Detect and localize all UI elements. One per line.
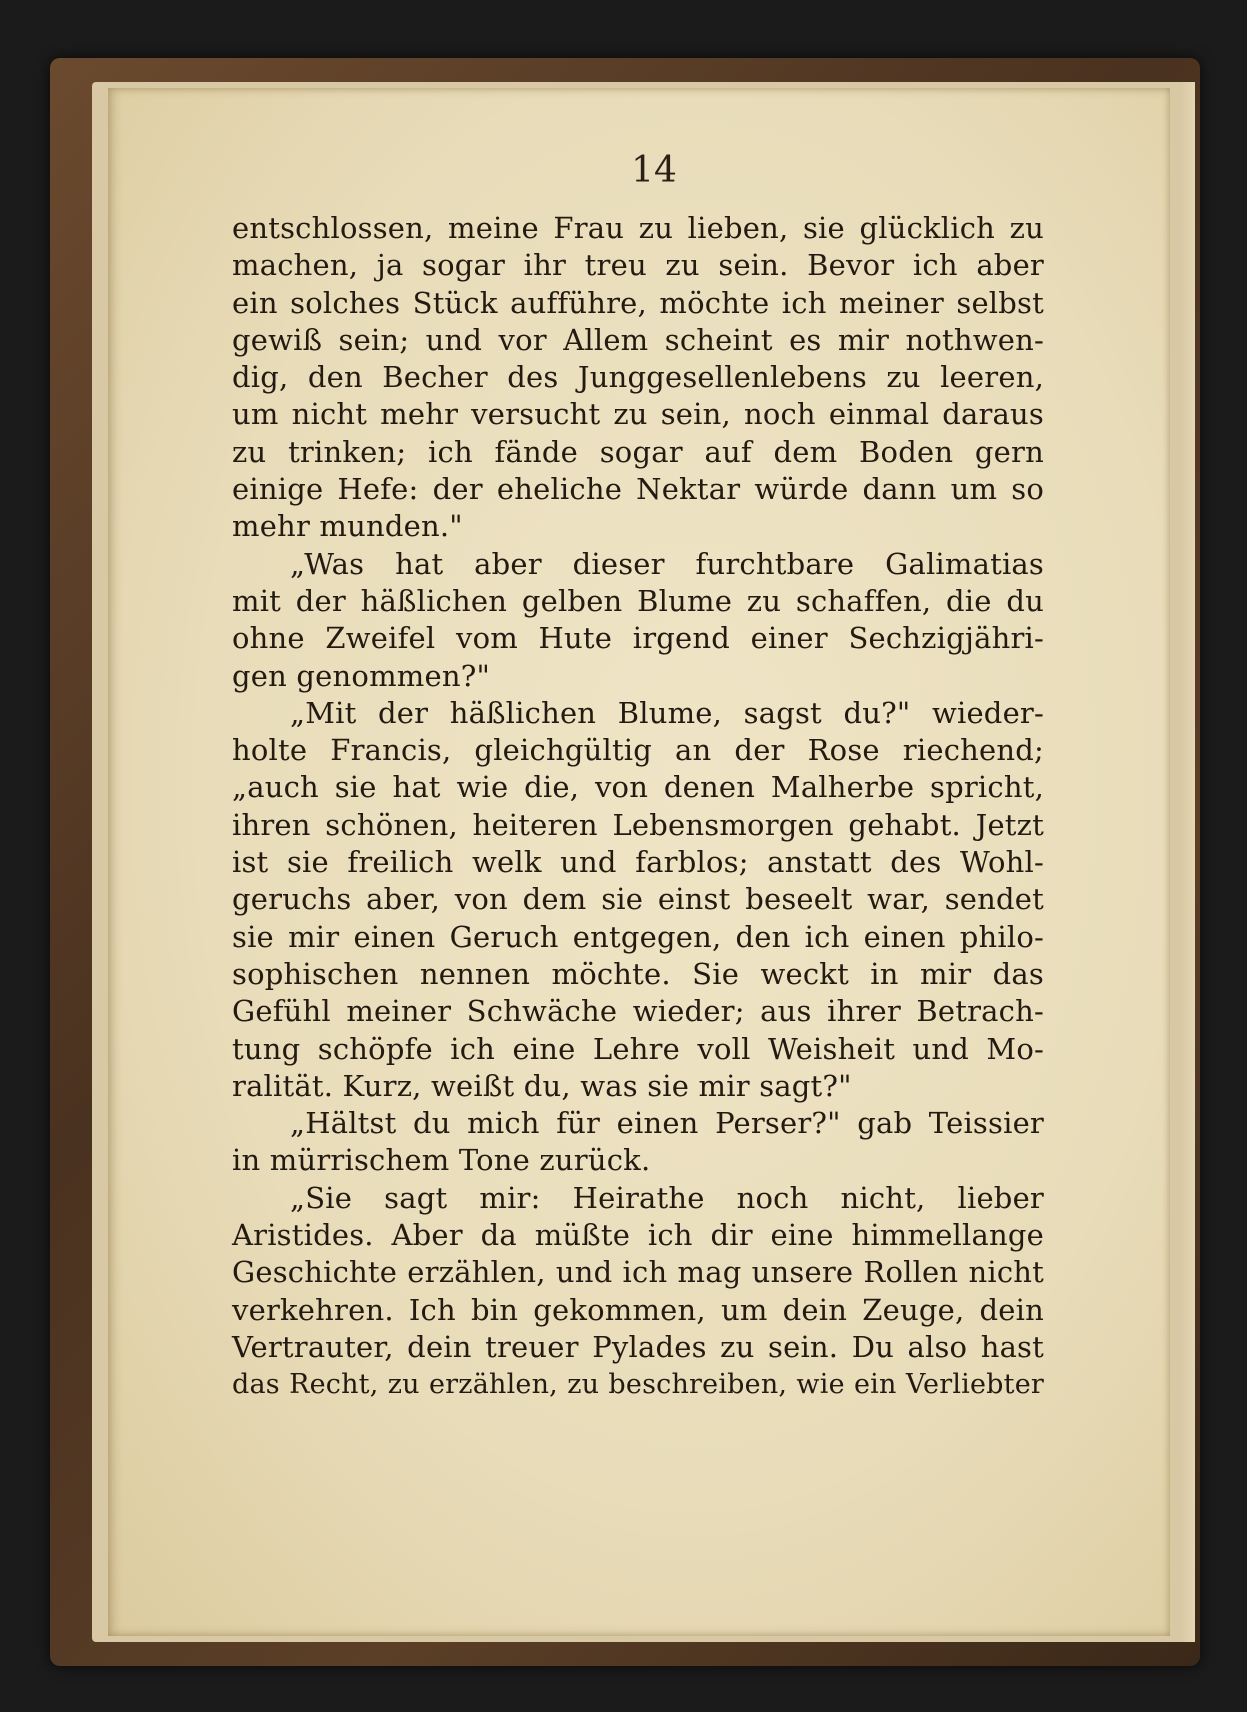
text-line: verkehren. Ich bin gekommen, um dein Zeuge, dein	[232, 1292, 1044, 1327]
text-line: ist sie freilich welk und farblos; anstatt des Wohl-	[232, 845, 1044, 880]
text-line: ohne Zweifel vom Hute irgend einer Sechzigjähri-	[232, 621, 1044, 656]
text-line: Geschichte erzählen, und ich mag unsere Rollen nicht	[232, 1255, 1044, 1290]
text-line: geruchs aber, von dem sie einst beseelt war, sendet	[232, 882, 1044, 917]
text-line: machen, ja sogar ihr treu zu sein. Bevor ich aber	[232, 248, 1044, 283]
text-line: holte Francis, gleichgültig an der Rose riechend;	[232, 733, 1044, 768]
book-page	[108, 88, 1170, 1636]
text-line: ralität. Kurz, weißt du, was sie mir sagt?"	[232, 1068, 852, 1103]
text-line: „auch sie hat wie die, von denen Malherbe spricht,	[232, 770, 1044, 805]
text-line: mehr munden."	[232, 509, 463, 544]
text-line: ihren schönen, heiteren Lebensmorgen gehabt. Jetzt	[232, 807, 1044, 842]
text-line: „Mit der häßlichen Blume, sagst du?" wieder-	[290, 695, 1044, 730]
text-line: sophischen nennen möchte. Sie weckt in mir das	[232, 956, 1044, 991]
page-text	[232, 210, 1044, 1404]
text-line: Vertrauter, dein treuer Pylades zu sein. Du also hast	[232, 1329, 1044, 1364]
text-line: gewiß sein; und vor Allem scheint es mir nothwen-	[232, 322, 1044, 357]
text-line: „Hältst du mich für einen Perser?" gab Teissier	[290, 1106, 1044, 1141]
text-line: in mürrischem Tone zurück.	[232, 1143, 651, 1178]
page-number: 14	[631, 150, 677, 191]
text-line: mit der häßlichen gelben Blume zu schaffen, die du	[232, 583, 1044, 618]
text-line: das Recht, zu erzählen, zu beschreiben, wie ein Verliebter	[232, 1369, 1044, 1401]
text-line: entschlossen, meine Frau zu lieben, sie glücklich zu	[232, 211, 1044, 245]
text-line: zu trinken; ich fände sogar auf dem Boden gern	[232, 434, 1044, 469]
text-line: ein solches Stück aufführe, möchte ich meiner selbst	[232, 285, 1044, 320]
text-line: um nicht mehr versucht zu sein, noch einmal daraus	[232, 397, 1044, 432]
text-line: Aristides. Aber da müßte ich dir eine himmellange	[232, 1218, 1044, 1253]
text-line: Gefühl meiner Schwäche wieder; aus ihrer Betrach-	[232, 994, 1044, 1029]
text-line: dig, den Becher des Junggesellenlebens zu leeren,	[232, 360, 1044, 395]
text-line: „Was hat aber dieser furchtbare Galimatias	[290, 546, 1044, 581]
text-line: sie mir einen Geruch entgegen, den ich einen philo-	[232, 919, 1044, 954]
text-line: einige Hefe: der eheliche Nektar würde dann um so	[232, 472, 1044, 507]
text-line: gen genommen?"	[232, 658, 491, 693]
text-line: „Sie sagt mir: Heirathe noch nicht, lieber	[290, 1180, 1044, 1215]
text-line: tung schöpfe ich eine Lehre voll Weisheit und Mo-	[232, 1031, 1044, 1066]
